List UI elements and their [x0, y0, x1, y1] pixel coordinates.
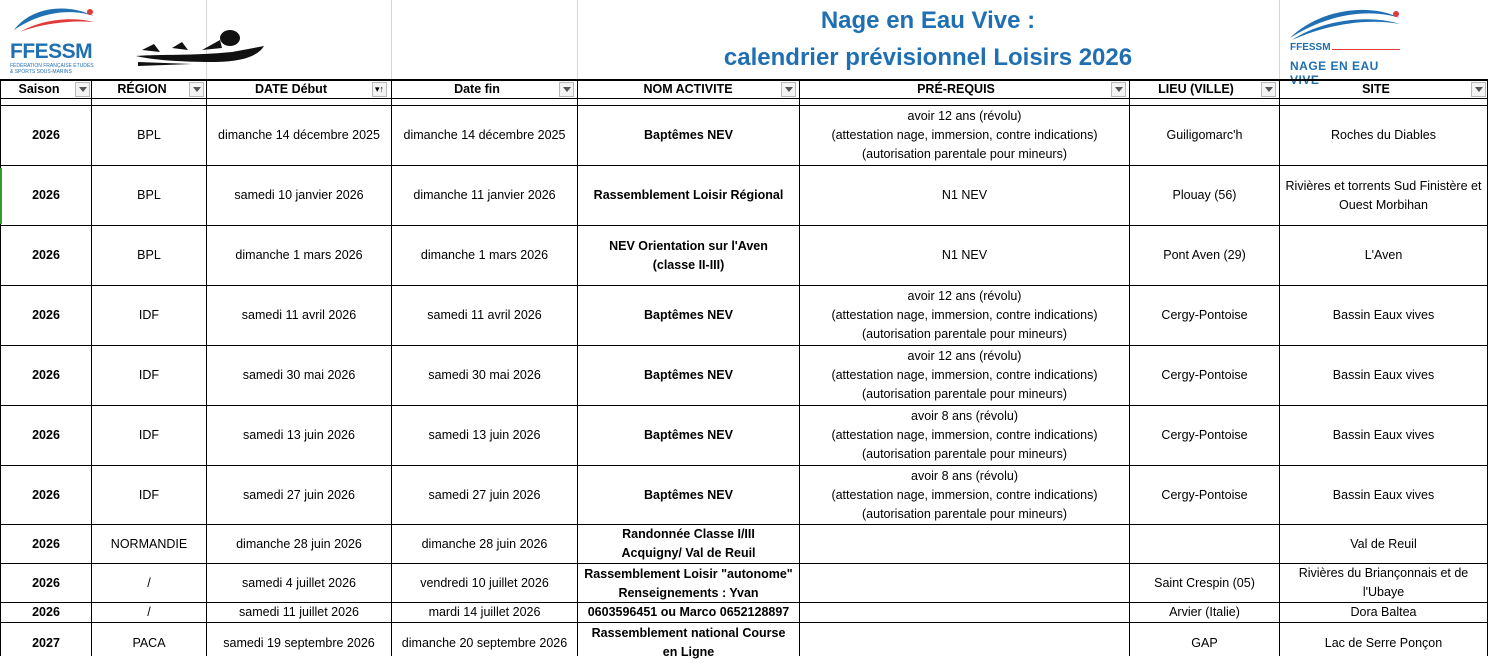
cell-debut[interactable]	[207, 525, 391, 563]
cell-text: L'Aven	[1364, 248, 1403, 262]
cell-site[interactable]	[1280, 406, 1487, 465]
cell-prereq[interactable]	[800, 286, 1129, 345]
cell-nom[interactable]	[578, 226, 799, 285]
cell-region[interactable]	[92, 603, 206, 622]
cell-saison[interactable]	[1, 525, 91, 563]
logo-left-text: FFESSM	[10, 40, 93, 63]
cell-text: 2026	[32, 575, 60, 590]
cell-lieu[interactable]	[1130, 466, 1279, 524]
swimmer-icon	[132, 26, 272, 70]
cell-fin[interactable]	[392, 166, 577, 225]
cell-region[interactable]	[92, 525, 206, 563]
cell-saison[interactable]	[1, 623, 91, 663]
cell-text: dimanche 20 septembre 2026	[401, 635, 568, 650]
cell-text: samedi 13 juin 2026	[243, 428, 355, 442]
cell-region[interactable]	[92, 286, 206, 345]
cell-text: PACA	[132, 635, 166, 650]
chevron-down-icon	[1115, 87, 1123, 92]
cell-text: NORMANDIE	[110, 536, 188, 551]
cell-site[interactable]	[1280, 346, 1487, 405]
cell-fin[interactable]	[392, 226, 577, 285]
cell-debut[interactable]	[207, 286, 391, 345]
chevron-down-icon	[1475, 87, 1483, 92]
cell-nom[interactable]	[578, 525, 799, 563]
cell-text: Saint Crespin (05)	[1154, 575, 1255, 590]
cell-prereq[interactable]	[800, 564, 1129, 602]
cell-text: samedi 13 juin 2026	[428, 428, 541, 442]
cell-lieu[interactable]	[1130, 623, 1279, 663]
merged-activity-line: 0603596451 ou Marco 0652128897	[587, 604, 790, 619]
cell-debut[interactable]	[207, 166, 391, 225]
cell-text: Baptêmes NEV	[644, 128, 733, 142]
cell-text: avoir 12 ans (révolu)	[907, 349, 1022, 363]
sort-ascending-icon: ▾↑	[374, 84, 385, 94]
cell-text: IDF	[138, 368, 160, 382]
nev-logo	[1288, 4, 1408, 76]
filter-dropdown-saison[interactable]	[75, 82, 90, 97]
cell-text: Baptêmes NEV	[644, 368, 733, 382]
cell-nom[interactable]	[578, 286, 799, 345]
col-header-date-fin: Date fin	[454, 82, 500, 96]
cell-text: avoir 12 ans (révolu)	[907, 109, 1022, 123]
cell-text: vendredi 10 juillet 2026	[420, 575, 549, 590]
cell-text: Baptêmes NEV	[644, 308, 733, 322]
cell-text: IDF	[138, 487, 160, 502]
cell-site[interactable]	[1280, 466, 1487, 524]
merged-activity-cell[interactable]	[578, 564, 799, 622]
cell-text: dimanche 14 décembre 2025	[403, 128, 566, 142]
cell-lieu[interactable]	[1130, 564, 1279, 602]
col-header-nom-activite: NOM ACTIVITE	[643, 82, 733, 96]
chevron-down-icon	[1265, 87, 1273, 92]
cell-text: dimanche 11 janvier 2026	[413, 188, 556, 202]
cell-text: (autorisation parentale pour mineurs)	[862, 327, 1067, 341]
cell-text: en Ligne	[662, 645, 715, 659]
cell-text: samedi 10 janvier 2026	[234, 188, 364, 202]
cell-region[interactable]	[92, 226, 206, 285]
col-header-site: SITE	[1362, 82, 1390, 96]
cell-text: N1 NEV	[941, 188, 988, 202]
cell-fin[interactable]	[392, 466, 577, 524]
cell-text: (classe II-III)	[652, 257, 725, 272]
cell-debut[interactable]	[207, 226, 391, 285]
cell-text: Val de Reuil	[1350, 536, 1417, 551]
wave-logo-icon	[10, 2, 100, 38]
cell-text: Bassin Eaux vives	[1332, 487, 1435, 502]
cell-text: Ouest Morbihan	[1339, 197, 1428, 212]
cell-text: (autorisation parentale pour mineurs)	[862, 147, 1067, 161]
cell-lieu[interactable]	[1130, 346, 1279, 405]
cell-text: Baptêmes NEV	[644, 487, 733, 502]
cell-nom[interactable]	[578, 466, 799, 524]
cell-text: 2026	[32, 487, 60, 502]
cell-text: Plouay (56)	[1172, 188, 1237, 202]
cell-debut[interactable]	[207, 466, 391, 524]
cell-text: 2026	[32, 188, 60, 202]
cell-nom[interactable]	[578, 406, 799, 465]
cell-text: 2026	[32, 536, 60, 551]
cell-text: (attestation nage, immersion, contre indications)	[831, 487, 1098, 502]
cell-text: BPL	[137, 128, 161, 142]
cell-prereq[interactable]	[800, 346, 1129, 405]
filter-dropdown-lieu[interactable]	[1261, 82, 1276, 97]
cell-nom[interactable]	[578, 623, 799, 663]
row-border	[0, 98, 1488, 99]
cell-region[interactable]	[92, 166, 206, 225]
cell-text: 2026	[32, 605, 60, 619]
cell-text: Lac de Serre Ponçon	[1324, 635, 1443, 650]
cell-region[interactable]	[92, 406, 206, 465]
cell-prereq[interactable]	[800, 166, 1129, 225]
cell-text: samedi 27 juin 2026	[428, 487, 541, 502]
cell-text: samedi 19 septembre 2026	[223, 635, 375, 650]
cell-lieu[interactable]	[1130, 106, 1279, 165]
cell-prereq[interactable]	[800, 603, 1129, 622]
cell-prereq[interactable]	[800, 226, 1129, 285]
cell-fin[interactable]	[392, 286, 577, 345]
cell-text: Cergy-Pontoise	[1161, 308, 1248, 322]
cell-region[interactable]	[92, 466, 206, 524]
cell-debut[interactable]	[207, 564, 391, 602]
cell-fin[interactable]	[392, 406, 577, 465]
cell-fin[interactable]	[392, 603, 577, 622]
cell-saison[interactable]	[1, 106, 91, 165]
cell-lieu[interactable]	[1130, 226, 1279, 285]
cell-text: Baptêmes NEV	[644, 428, 733, 442]
cell-site[interactable]	[1280, 603, 1487, 622]
cell-fin[interactable]	[392, 623, 577, 663]
cell-text: 2026	[32, 248, 60, 262]
cell-text: Randonnée Classe I/III	[622, 527, 755, 541]
chevron-down-icon	[563, 87, 571, 92]
cell-site[interactable]	[1280, 564, 1487, 602]
cell-text: (attestation nage, immersion, contre indications)	[831, 368, 1098, 382]
cell-text: Arvier (Italie)	[1169, 605, 1240, 619]
cell-fin[interactable]	[392, 564, 577, 602]
cell-debut[interactable]	[207, 406, 391, 465]
cell-text: samedi 27 juin 2026	[243, 487, 355, 502]
logo-right-subtitle: NAGE EN EAU	[1290, 59, 1379, 73]
merged-activity-line: Renseignements : Yvan	[618, 585, 759, 600]
cell-saison[interactable]	[1, 603, 91, 622]
cell-fin[interactable]	[392, 106, 577, 165]
col-header-date-debut: DATE Début	[255, 82, 327, 96]
cell-text: Cergy-Pontoise	[1161, 487, 1248, 502]
cell-text: (autorisation parentale pour mineurs)	[862, 387, 1067, 401]
cell-site[interactable]	[1280, 166, 1487, 225]
col-header-lieu: LIEU (VILLE)	[1158, 82, 1234, 96]
cell-debut[interactable]	[207, 106, 391, 165]
cell-text: Rassemblement Loisir Régional	[593, 188, 784, 202]
filter-dropdown-date-fin[interactable]	[559, 82, 574, 97]
cell-text: dimanche 1 mars 2026	[420, 248, 549, 262]
cell-prereq[interactable]	[800, 623, 1129, 663]
cell-prereq[interactable]	[800, 525, 1129, 563]
filter-dropdown-site[interactable]	[1471, 82, 1486, 97]
cell-text: samedi 11 avril 2026	[427, 308, 542, 322]
filter-dropdown-pre-requis[interactable]	[1111, 82, 1126, 97]
cell-debut[interactable]	[207, 346, 391, 405]
cell-text: NEV Orientation sur l'Aven	[609, 238, 768, 253]
cell-text: 2026	[32, 368, 60, 382]
cell-text: Bassin Eaux vives	[1332, 428, 1435, 442]
cell-text: Roches du Diables	[1331, 128, 1436, 142]
cell-text: 2027	[32, 635, 60, 650]
cell-text: avoir 12 ans (révolu)	[907, 289, 1022, 303]
logo-divider	[1332, 49, 1400, 50]
cell-fin[interactable]	[392, 346, 577, 405]
cell-text: Rassemblement national Course	[591, 626, 786, 640]
logo-right-text: FFESSM	[1290, 42, 1331, 53]
cell-text: (autorisation parentale pour mineurs)	[862, 506, 1067, 521]
cell-text: Cergy-Pontoise	[1161, 428, 1248, 442]
cell-lieu[interactable]	[1130, 406, 1279, 465]
wave-logo-icon	[1288, 4, 1406, 40]
cell-lieu[interactable]	[1130, 525, 1279, 563]
gridline	[1279, 0, 1280, 80]
cell-text: IDF	[138, 308, 160, 322]
cell-text: Rivières du Briançonnais et de	[1298, 566, 1469, 580]
cell-site[interactable]	[1280, 286, 1487, 345]
cell-site[interactable]	[1280, 226, 1487, 285]
cell-text: BPL	[137, 188, 161, 202]
cell-region[interactable]	[92, 623, 206, 663]
cell-debut[interactable]	[207, 623, 391, 663]
cell-saison[interactable]	[1, 346, 91, 405]
cell-nom[interactable]	[578, 346, 799, 405]
chevron-down-icon	[785, 87, 793, 92]
cell-text: samedi 30 mai 2026	[242, 368, 356, 382]
cell-text: samedi 11 juillet 2026	[239, 605, 359, 619]
cell-region[interactable]	[92, 106, 206, 165]
cell-saison[interactable]	[1, 406, 91, 465]
cell-text: (attestation nage, immersion, contre indications)	[831, 128, 1098, 142]
cell-text: dimanche 1 mars 2026	[235, 248, 363, 262]
cell-text: dimanche 28 juin 2026	[421, 536, 548, 551]
cell-text: dimanche 28 juin 2026	[236, 536, 362, 551]
cell-text: (autorisation parentale pour mineurs)	[862, 447, 1067, 461]
cell-text: samedi 30 mai 2026	[428, 368, 541, 382]
sort-filter-date-debut[interactable]	[372, 82, 387, 97]
cell-site[interactable]	[1280, 525, 1487, 563]
cell-text: l'Ubaye	[1362, 585, 1405, 599]
cell-text: Bassin Eaux vives	[1332, 308, 1435, 322]
page-title-line2: calendrier prévisionnel Loisirs 2026	[723, 44, 1133, 71]
cell-text: 2026	[32, 308, 60, 322]
cell-text: Cergy-Pontoise	[1161, 368, 1248, 382]
cell-text: N1 NEV	[941, 248, 988, 262]
cell-saison[interactable]	[1, 466, 91, 524]
cell-text: samedi 11 avril 2026	[241, 308, 357, 322]
col-header-pre-requis: PRÉ-REQUIS	[917, 82, 995, 96]
cell-prereq[interactable]	[800, 406, 1129, 465]
cell-lieu[interactable]	[1130, 603, 1279, 622]
cell-site[interactable]	[1280, 623, 1487, 663]
cell-text: /	[147, 605, 151, 619]
cell-text: (attestation nage, immersion, contre indications)	[831, 428, 1098, 442]
cell-site[interactable]	[1280, 106, 1487, 165]
cell-saison[interactable]	[1, 226, 91, 285]
col-header-region: RÉGION	[117, 82, 167, 96]
cell-text: mardi 14 juillet 2026	[428, 605, 541, 619]
cell-saison[interactable]	[1, 564, 91, 602]
cell-debut[interactable]	[207, 603, 391, 622]
cell-region[interactable]	[92, 346, 206, 405]
cell-fin[interactable]	[392, 525, 577, 563]
page-title-line1: Nage en Eau Vive :	[820, 7, 1036, 34]
cell-text: Acquigny/ Val de Reuil	[621, 546, 756, 560]
col-header-saison: Saison	[18, 82, 60, 96]
cell-text: (attestation nage, immersion, contre indications)	[831, 308, 1098, 322]
cell-text: 2026	[32, 128, 60, 142]
cell-text: Bassin Eaux vives	[1332, 368, 1435, 382]
logo-left-subtitle: FÉDÉRATION FRANÇAISE ÉTUDES & SPORTS SOUS-MARINS	[10, 63, 94, 75]
cell-region[interactable]	[92, 564, 206, 602]
cell-text: Guiligomarc'h	[1166, 128, 1243, 142]
filter-dropdown-region[interactable]	[189, 82, 204, 97]
cell-text: /	[147, 575, 151, 590]
filter-dropdown-nom-activite[interactable]	[781, 82, 796, 97]
cell-nom[interactable]	[578, 166, 799, 225]
swimmer-illustration	[132, 26, 272, 70]
cell-saison[interactable]	[1, 166, 91, 225]
merged-activity-line: Rassemblement Loisir "autonome"	[584, 566, 793, 581]
ffessm-logo	[10, 2, 100, 76]
cell-lieu[interactable]	[1130, 286, 1279, 345]
chevron-down-icon	[79, 87, 87, 92]
cell-text: avoir 8 ans (révolu)	[911, 409, 1018, 423]
cell-text: 2026	[32, 428, 60, 442]
cell-nom[interactable]	[578, 106, 799, 165]
cell-prereq[interactable]	[800, 106, 1129, 165]
cell-saison[interactable]	[1, 286, 91, 345]
gridline	[391, 0, 392, 80]
cell-text: Rivières et torrents Sud Finistère et	[1285, 178, 1482, 193]
cell-text: samedi 4 juillet 2026	[242, 575, 356, 590]
cell-text: IDF	[138, 428, 160, 442]
cell-text: avoir 8 ans (révolu)	[911, 468, 1018, 483]
cell-prereq[interactable]	[800, 466, 1129, 524]
cell-lieu[interactable]	[1130, 166, 1279, 225]
cell-text: dimanche 14 décembre 2025	[218, 128, 380, 142]
cell-text: BPL	[137, 248, 161, 262]
cell-text: GAP	[1191, 635, 1218, 650]
cell-text: Dora Baltea	[1350, 605, 1417, 619]
cell-text: Pont Aven (29)	[1163, 248, 1246, 262]
chevron-down-icon	[193, 87, 201, 92]
